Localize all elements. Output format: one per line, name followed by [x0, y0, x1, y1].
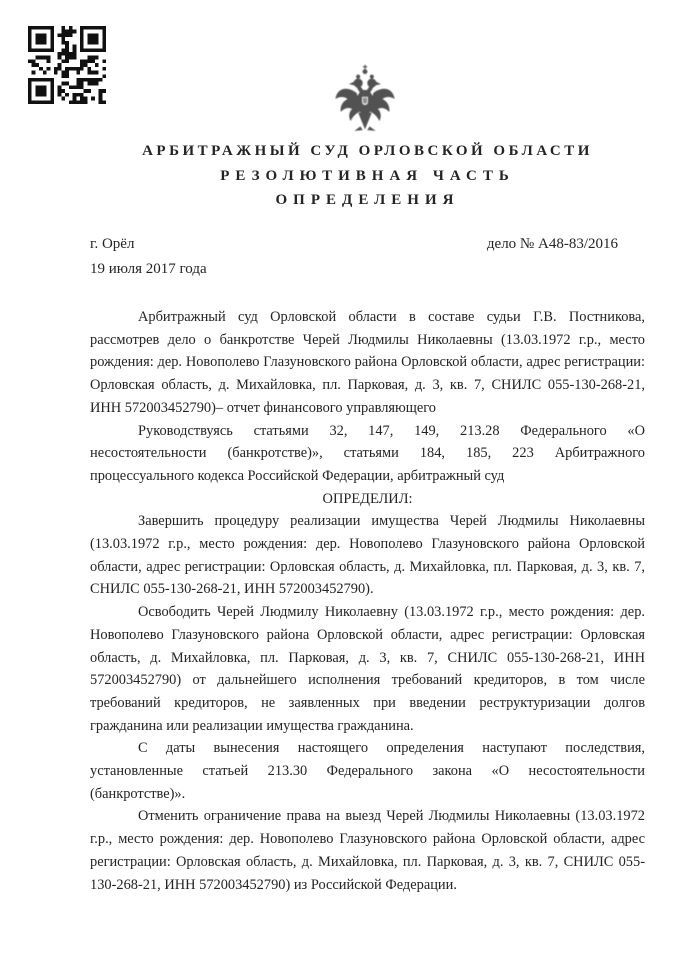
paragraph-intro: Арбитражный суд Орловской области в составе судьи Г.В. Постникова, рассмотрев дело о банкротстве Черей Людмилы Николаевны (13.03.1972 г.р., место рождения: дер. Новополево Глазуновского района Орловской области, адрес регистрации: Орловская область, д. Михайловка, пл. Парковая, д. 3, кв. 7, СНИЛС 055-130-268-21, ИНН 572003452790)– отчет финансового управляющего	[90, 309, 645, 416]
city-label: г. Орёл	[90, 236, 135, 252]
resolution-heading: ОПРЕДЕЛИЛ:	[322, 490, 413, 507]
court-name: АРБИТРАЖНЫЙ СУД ОРЛОВСКОЙ ОБЛАСТИ	[142, 143, 593, 159]
document-part-title: РЕЗОЛЮТИВНАЯ ЧАСТЬ	[220, 167, 515, 184]
qr-code	[28, 26, 106, 104]
case-number: дело № А48-83/2016	[486, 236, 618, 252]
coat-of-arms-icon	[327, 60, 403, 138]
paragraph-resolution-complete: Завершить процедуру реализации имущества Черей Людмилы Николаевны (13.03.1972 г.р., место рождения: дер. Новополево Глазуновского района Орловской области, адрес регистрации: Орловская область, д. Михайловка, пл. Парковая, д. 3, кв. 7, СНИЛС 055-130-268-21, ИНН 572003452790).	[90, 513, 645, 598]
paragraph-legal-basis: Руководствуясь статьями 32, 147, 149, 213.28 Федерального «О несостоятельности (банкротстве)», статьями 184, 185, 223 Арбитражного процессуального кодекса Российской Федерации, арбитражный суд	[90, 422, 645, 484]
paragraph-resolution-travel-ban: Отменить ограничение права на выезд Черей Людмилы Николаевны (13.03.1972 г.р., место рождения: дер. Новополево Глазуновского района Орловской области, адрес регистрации: Орловская область, д. Михайловка, пл. Парковая, д. 3, кв. 7, СНИЛС 055-130-268-21, ИНН 572003452790) из Российской Федерации.	[90, 808, 645, 893]
paragraph-resolution-release: Освободить Черей Людмилу Николаевну (13.03.1972 г.р., место рождения: дер. Новополево Глазуновского района Орловской области, адрес регистрации: Орловская область, д. Михайловка, пл. Парковая, д. 3, кв. 7, СНИЛС 055-130-268-21, ИНН 572003452790) от дальнейшего исполнения требований кредиторов, в том числе требований кредиторов, не заявленных при введении реструктуризации долгов гражданина или реализации имущества гражданина.	[90, 604, 645, 734]
document-body	[90, 306, 645, 896]
paragraph-resolution-consequences: С даты вынесения настоящего определения наступают последствия, установленные статьей 213.30 Федерального закона «О несостоятельности (банкротстве)».	[90, 740, 645, 802]
document-date: 19 июля 2017 года	[90, 261, 207, 277]
document-type-title: ОПРЕДЕЛЕНИЯ	[275, 192, 460, 208]
